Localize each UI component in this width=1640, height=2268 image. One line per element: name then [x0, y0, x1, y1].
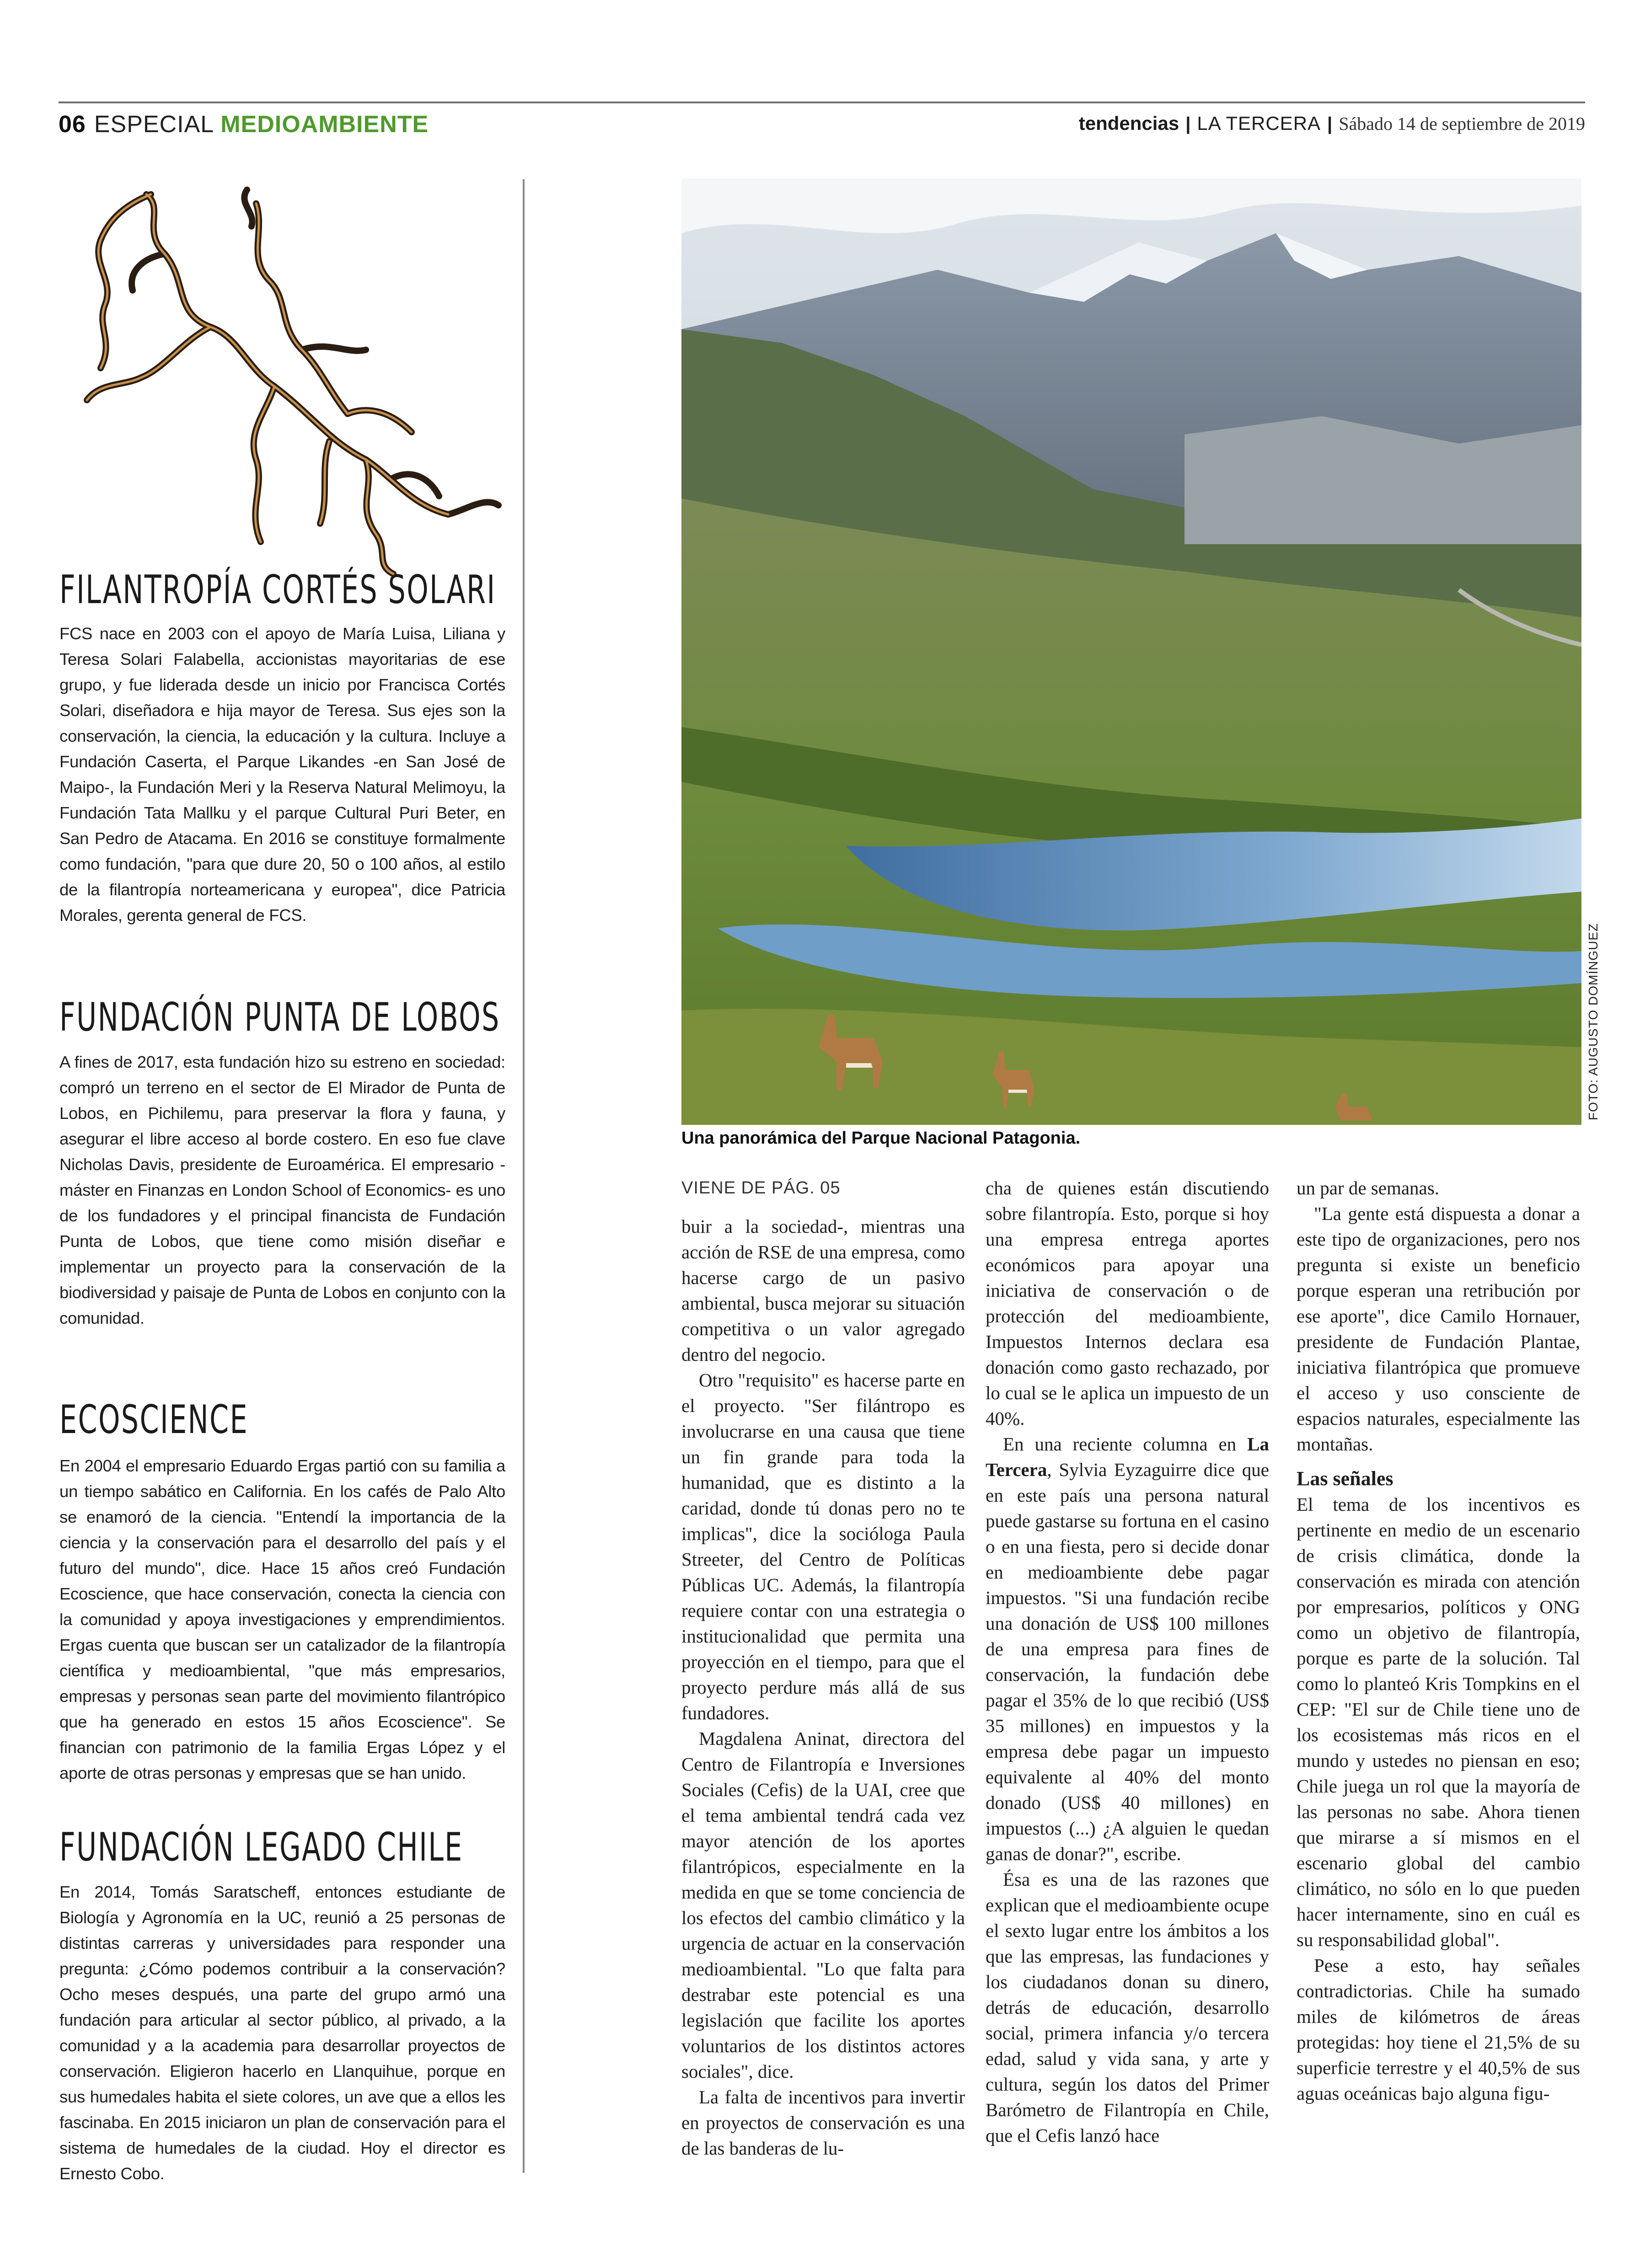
paragraph: "La gente está dispuesta a donar a este tipo de organizaciones, pero nos pregunta si existe un beneficio porque esperan una retribución por ese aporte", dice Camilo Hornauer, presidente de Fundación Plantae, iniciativa filantrópica que promueve el acceso y uso consciente de espacios naturales, especialmente las montañas. [1297, 1203, 1580, 1455]
article-column-3 [1297, 1175, 1580, 2106]
paragraph [986, 1431, 1269, 1867]
sidebar-body-legado-chile: En 2014, Tomás Saratscheff, entonces estudiante de Biología y Agronomía en la UC, reunió a 25 personas de distintas carreras y universidades para responder una pregunta: ¿Cómo podemos contribuir a la conservación? Ocho meses después, una parte del grupo armó una fundación para articular al sector público, al privado, a la comunidad y a la academia para desarrollar proyectos de conservación. Eligieron hacerlo en Llanquihue, porque en sus humedales habita el siete colores, un ave que a ellos les fascinaba. En 2015 iniciaron un plan de conservación para el sistema de humedales de la ciudad. Hoy el director es Ernesto Cobo. [59, 1883, 505, 2183]
supplement-name: tendencias [1078, 112, 1179, 134]
paragraph: Magdalena Aninat, directora del Centro de Filantropía e Inversiones Sociales (Cefis) de la UAI, cree que el tema ambiental tendrá cada vez mayor atención de los aportes filantrópicos, especialmente en la medida en que se tome conciencia de los efectos del cambio climático y la urgencia de actuar en la conservación medioambiental. "Lo que falta para destrabar este potencial es una legislación que facilite los aportes voluntarios de los distintos actores sociales", dice. [681, 1728, 965, 2082]
photo-credit-text: FOTO: AUGUSTO DOMÍNGUEZ [1586, 923, 1600, 1120]
sidebar-body-ecoscience: En 2004 el empresario Eduardo Ergas partió con su familia a un tiempo sabático en California. En los cafés de Palo Alto se enamoró de la ciencia. "Entendí la importancia de la ciencia y la conservación para el desarrollo del país y el futuro del mundo", dice. Hace 15 años creó Fundación Ecoscience, que hace conservación, conecta la ciencia con la comunidad y apoya investigaciones y emprendimientos. Ergas cuenta que buscan ser un catalizador de la filantropía científica y medioambiental, "que más empresarios, empresas y personas sean parte del movimiento filantrópico que ha generado en estos 15 años Ecoscience". Se financian con patrimonio de la familia Ergas López y el aporte de otras personas y empresas que se han unido. [59, 1456, 505, 1782]
paragraph: buir a la sociedad-, mientras una acción de RSE de una empresa, como hacerse cargo de un pasivo ambiental, busca mejorar su situación competitiva o un valor agregado dentro del negocio. [681, 1216, 965, 1365]
sidebar-body-punta-de-lobos: A fines de 2017, esta fundación hizo su estreno en sociedad: compró un terreno en el sector de El Mirador de Punta de Lobos, en Pichilemu, para preservar la flora y fauna, y asegurar el libre acceso al borde costero. En eso fue clave Nicholas Davis, presidente de Euroamérica. El empresario -máster en Finanzas en London School of Economics- es uno de los fundadores y el principal financista de Fundación Punta de Lobos, que tiene como misión diseñar e implementar un proyecto para la conservación de la biodiversidad y paisaje de Punta de Lobos en conjunto con la comunidad. [59, 1053, 505, 1327]
paragraph-text: , Sylvia Eyzaguirre dice que en este país una persona natural puede gastarse su fortuna en el casino o en una fiesta, pero si decide donar en medioambiente debe pagar impuestos. "Si una fundación recibe una donación de US$ 100 millones de una empresa para fines de conservación, la fundación debe pagar el 35% de lo que recibió (US$ 35 millones) en impuestos y la empresa debe pagar un impuesto equivalente al 40% del monto donado (US$ 40 millones) en impuestos (...) ¿A alguien le quedan ganas de donar?", escribe. [986, 1459, 1269, 1864]
section-label: ESPECIAL [94, 111, 214, 138]
page-number: 06 [59, 111, 86, 138]
sidebar-divider [523, 179, 525, 2173]
landscape-photo [681, 178, 1581, 1125]
photo-caption: Una panorámica del Parque Nacional Patagonia. [681, 1129, 1081, 1148]
subsection-label: MEDIOAMBIENTE [220, 111, 429, 138]
photo-credit [1581, 923, 1609, 1125]
article-column-1 [681, 1175, 965, 2161]
issue-date: Sábado 14 de septiembre de 2019 [1339, 113, 1585, 134]
sidebar-heading-punta-de-lobos: FUNDACIÓN PUNTA DE LOBOS [59, 995, 500, 1040]
sidebar-heading-fcs: FILANTROPÍA CORTÉS SOLARI [59, 567, 496, 613]
sidebar-heading-legado-chile: FUNDACIÓN LEGADO CHILE [59, 1824, 463, 1870]
paragraph: Pese a esto, hay señales contradictorias. Chile ha sumado miles de kilómetros de áreas protegidas: hoy tiene el 21,5% de su superficie terrestre y el 40,5% de sus aguas oceánicas bajo alguna figu- [1297, 1955, 1580, 2104]
paragraph: El tema de los incentivos es pertinente en medio de un escenario de crisis climática, donde la conservación es mirada con atención por empresarios, políticos y ONG como un objetivo de filantropía, porque es parte de la solución. Tal como lo planteó Kris Tompkins en el CEP: "El sur de Chile tiene uno de los ecosistemas más ricos en el mundo y ustedes no piensan en eso; Chile juega un rol que la mayoría de las personas no sabe. Ahora tienen que mirarse a sí mismos en el escenario global del cambio climático, no sólo en lo que pueden hacer internamente, sino en cuál es su responsabilidad global". [1297, 1494, 1580, 1950]
article-column-2 [986, 1175, 1269, 2148]
newspaper-name: LA TERCERA [1197, 112, 1321, 134]
header-rule [59, 102, 1585, 103]
paragraph: cha de quienes están discutiendo sobre filantropía. Esto, porque si hoy una empresa entrega aportes económicos para apoyar una iniciativa de conservación o de protección del medioambiente, Impuestos Internos declara esa donación como gasto rechazado, por lo cual se le aplica un impuesto de un 40%. [986, 1177, 1269, 1429]
paragraph: La falta de incentivos para invertir en proyectos de conservación es una de las banderas de lu- [681, 2086, 965, 2159]
paragraph-text: En una reciente columna en [1003, 1434, 1237, 1455]
sidebar-body-fcs: FCS nace en 2003 con el apoyo de María Luisa, Liliana y Teresa Solari Falabella, accionistas mayoritarias de ese grupo, y fue liderada desde un inicio por Francisca Cortés Solari, diseñadora e hija mayor de Teresa. Sus ejes son la conservación, la ciencia, la educación y la cultura. Incluye a Fundación Caserta, el Parque Likandes -en San José de Maipo-, la Fundación Meri y la Reserva Natural Melimoyu, la Fundación Tata Mallku y el parque Cultural Puri Beter, en San Pedro de Atacama. En 2016 se constituye formalmente como fundación, "para que dure 20, 50 o 100 años, al estilo de la filantropía norteamericana y europea", dice Patricia Morales, gerenta general de FCS. [59, 624, 505, 925]
roots-illustration [73, 176, 512, 578]
separator: | [1327, 114, 1333, 134]
section-header [59, 111, 429, 143]
sidebar-heading-ecoscience: ECOSCIENCE [59, 1397, 248, 1443]
paragraph: Ésa es una de las razones que explican que el medioambiente ocupe el sexto lugar entre los ámbitos a los que las empresas, las fundaciones y los ciudadanos donan su dinero, detrás de educación, desarrollo social, primera infancia y/o tercera edad, salud y vida sana, y arte y cultura, según los datos del Primer Barómetro de Filantropía en Chile, que el Cefis lanzó hace [986, 1869, 1269, 2146]
separator: | [1185, 114, 1191, 134]
subheading: Las señales [1297, 1467, 1393, 1490]
newspaper-reference: La Tercera [986, 1434, 1269, 1480]
paragraph: Otro "requisito" es hacerse parte en el proyecto. "Ser filántropo es involucrarse en una causa que tiene un fin grande para toda la humanidad, que es distinto a la caridad, donde tú donas pero no te implicas", dice la socióloga Paula Streeter, del Centro de Políticas Públicas UC. Además, la filantropía requiere contar con una estrategia o institucionalidad que permita una proyección en el tiempo, para que el proyecto perdure más allá de sus fundadores. [681, 1369, 965, 1723]
paragraph: un par de semanas. [1297, 1177, 1439, 1198]
continued-from: VIENE DE PÁG. 05 [681, 1178, 841, 1198]
masthead-info [1079, 112, 1585, 144]
